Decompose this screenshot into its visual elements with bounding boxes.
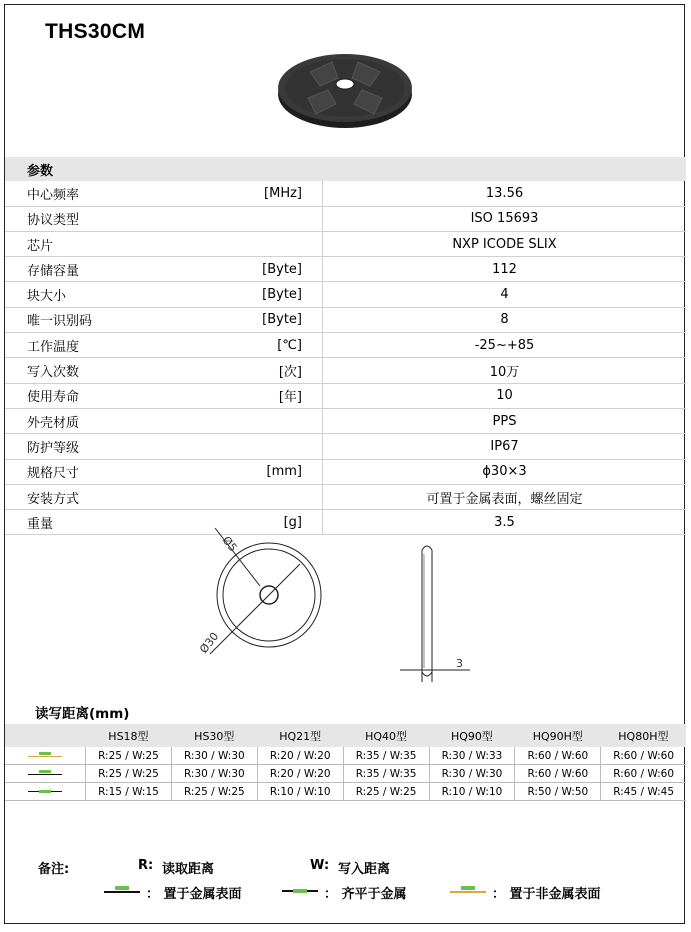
table-row: R:25 / W:25 R:30 / W:30 R:20 / W:20 R:35 / W:35 R:30 / W:33 R:60 / W:60 R:60 / W:60: [5, 747, 686, 765]
parameter-table-header: 参数: [5, 157, 686, 181]
notes-section: [0, 850, 691, 910]
column-header: HS30型: [171, 724, 257, 747]
parameter-table: [5, 157, 686, 535]
table-row: 存储容量 [Byte] 112: [5, 257, 686, 282]
table-row: 外壳材质 PPS: [5, 408, 686, 433]
table-row: 安装方式 可置于金属表面，螺丝固定: [5, 484, 686, 509]
outer-diameter-label: Ø30: [197, 629, 222, 656]
column-header: HQ40型: [343, 724, 429, 747]
table-row: 重量 [g] 3.5: [5, 510, 686, 535]
rw-distance-title: 读写距离(mm): [35, 706, 130, 722]
table-row: R:15 / W:15 R:25 / W:25 R:10 / W:10 R:25 / W:25 R:10 / W:10 R:50 / W:50 R:45 / W:45: [5, 783, 686, 801]
column-header: HQ90型: [429, 724, 515, 747]
thickness-label: 3: [456, 657, 463, 670]
rw-corner-header: [5, 724, 86, 747]
table-row: 芯片 NXP ICODE SLIX: [5, 231, 686, 256]
table-row: R:25 / W:25 R:30 / W:30 R:20 / W:20 R:35 / W:35 R:30 / W:30 R:60 / W:60 R:60 / W:60: [5, 765, 686, 783]
table-row: 协议类型 ISO 15693: [5, 206, 686, 231]
column-header: HQ90H型: [515, 724, 601, 747]
table-row: 写入次数 [次] 10万: [5, 358, 686, 383]
w-key: W:: [310, 858, 330, 873]
r-key: R:: [138, 858, 154, 873]
column-header: HQ21型: [257, 724, 343, 747]
table-row: 唯一识别码 [Byte] 8: [5, 307, 686, 332]
table-row: 规格尺寸 [mm] ϕ30×3: [5, 459, 686, 484]
table-row: 块大小 [Byte] 4: [5, 282, 686, 307]
column-header: HQ80H型: [601, 724, 686, 747]
legend-on-metal: ： 置于金属表面: [146, 887, 242, 902]
flush-metal-icon: [28, 787, 62, 797]
tag-photo: [270, 38, 420, 138]
w-text: 写入距离: [338, 862, 391, 877]
table-row: 中心频率 [MHz] 13.56: [5, 181, 686, 206]
non-metal-icon: [450, 885, 486, 897]
non-metal-icon: [28, 751, 62, 761]
on-metal-icon: [104, 885, 140, 897]
column-header: HS18型: [86, 724, 172, 747]
r-text: 读取距离: [162, 862, 215, 877]
product-title: THS30CM: [45, 20, 146, 43]
hole-diameter-label: Ø5: [219, 533, 240, 555]
table-row: 工作温度 [℃] -25~+85: [5, 333, 686, 358]
legend-non-metal: ： 置于非金属表面: [492, 887, 601, 902]
rw-distance-table: [5, 724, 686, 801]
dimension-drawing: [0, 520, 691, 690]
flush-metal-icon: [282, 885, 318, 897]
table-row: 使用寿命 [年] 10: [5, 383, 686, 408]
notes-label: 备注:: [38, 862, 70, 877]
on-metal-icon: [28, 769, 62, 779]
legend-flush: ： 齐平于金属: [324, 887, 407, 902]
table-row: 防护等级 IP67: [5, 434, 686, 459]
